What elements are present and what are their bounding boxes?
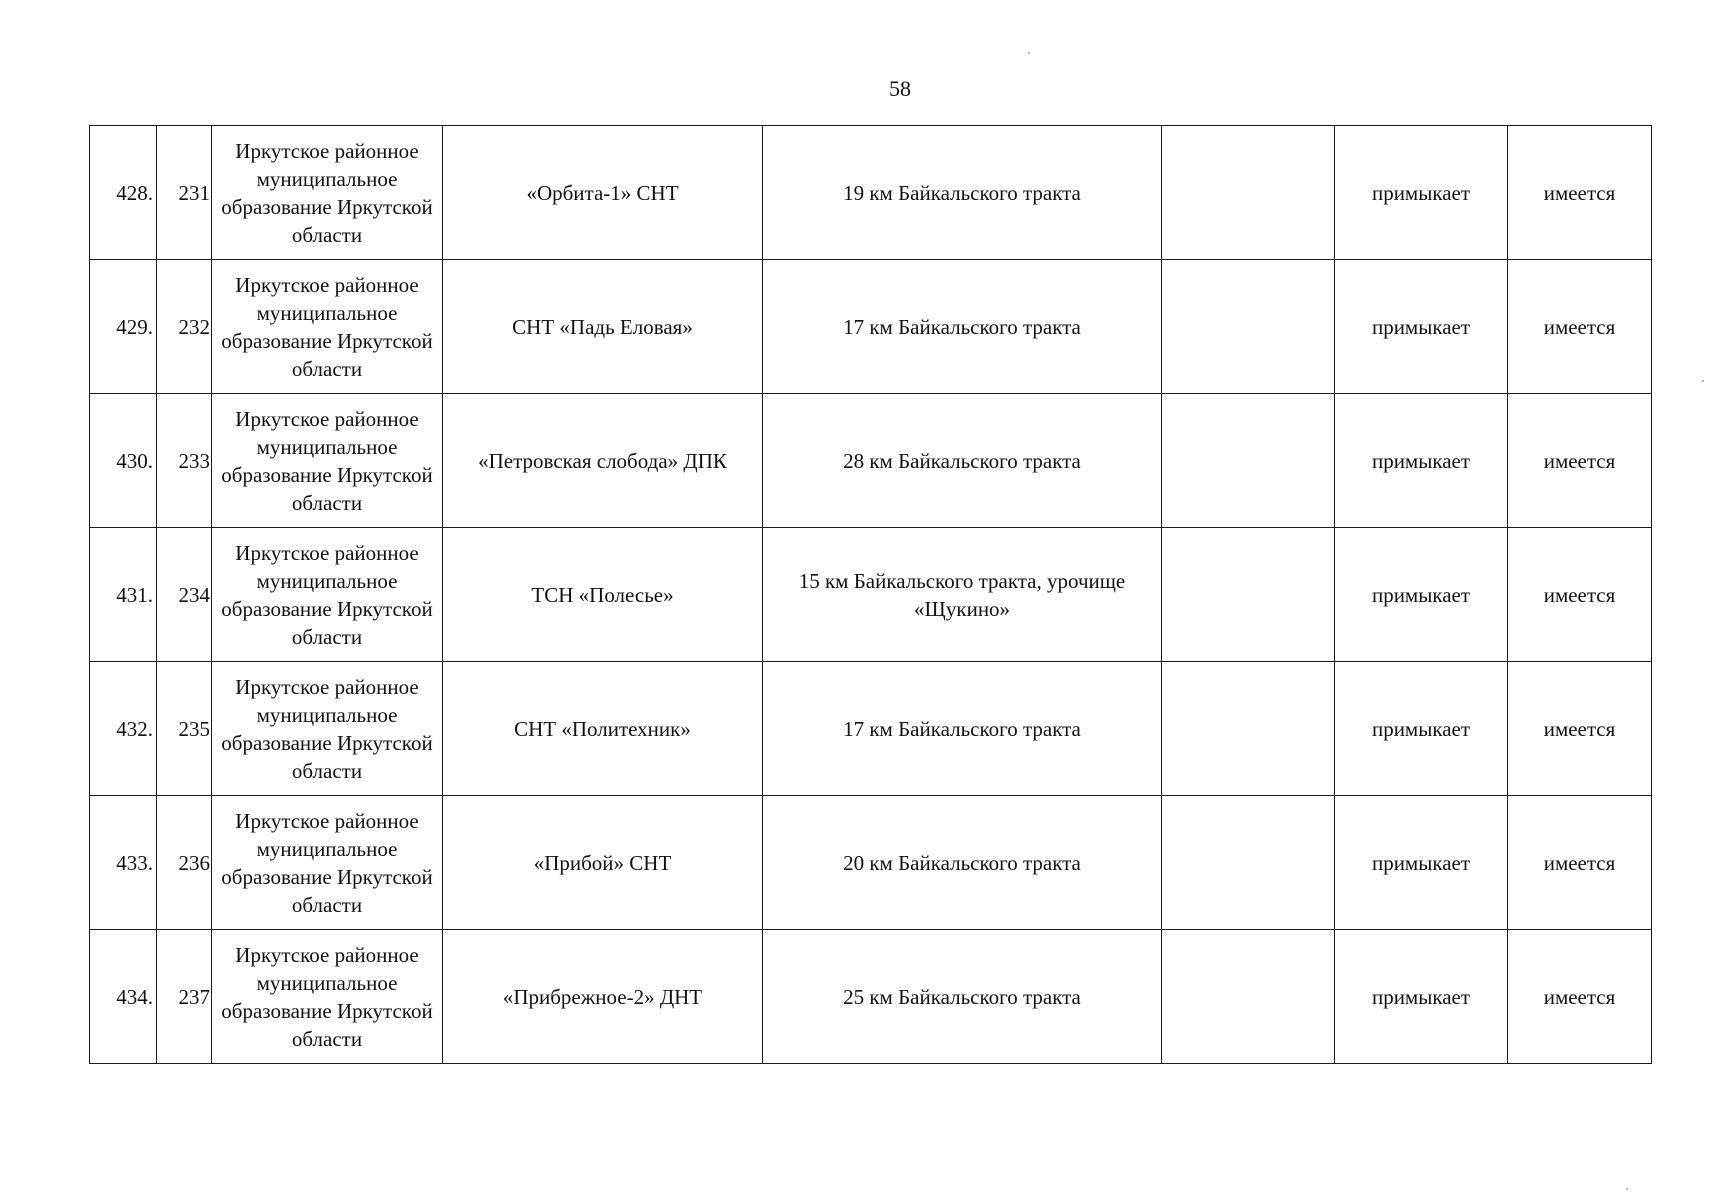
table-row: [90, 260, 1652, 394]
municipality-cell: Иркутское районное муниципальное образование Иркутской области: [212, 528, 443, 662]
empty-cell: [1162, 796, 1335, 930]
row-number: 431.: [90, 528, 157, 662]
row-code: 235: [157, 662, 212, 796]
table-row: [90, 796, 1652, 930]
empty-cell: [1162, 260, 1335, 394]
adjacency-cell: примыкает: [1335, 528, 1508, 662]
municipality-cell: Иркутское районное муниципальное образование Иркутской области: [212, 796, 443, 930]
availability-cell: имеется: [1508, 126, 1652, 260]
adjacency-cell: примыкает: [1335, 260, 1508, 394]
location-cell: 17 км Байкальского тракта: [763, 662, 1162, 796]
location-cell: 25 км Байкальского тракта: [763, 930, 1162, 1064]
settlement-name-cell: «Прибой» СНТ: [443, 796, 763, 930]
scan-speck: [1702, 380, 1704, 382]
settlement-name-cell: «Орбита-1» СНТ: [443, 126, 763, 260]
table-row: [90, 394, 1652, 528]
location-cell: 17 км Байкальского тракта: [763, 260, 1162, 394]
row-code: 233: [157, 394, 212, 528]
row-code: 231: [157, 126, 212, 260]
municipality-cell: Иркутское районное муниципальное образование Иркутской области: [212, 260, 443, 394]
availability-cell: имеется: [1508, 528, 1652, 662]
empty-cell: [1162, 126, 1335, 260]
row-number: 432.: [90, 662, 157, 796]
adjacency-cell: примыкает: [1335, 394, 1508, 528]
settlement-name-cell: «Петровская слобода» ДПК: [443, 394, 763, 528]
location-cell: 15 км Байкальского тракта, урочище «Щукино»: [763, 528, 1162, 662]
availability-cell: имеется: [1508, 394, 1652, 528]
settlement-name-cell: ТСН «Полесье»: [443, 528, 763, 662]
municipality-cell: Иркутское районное муниципальное образование Иркутской области: [212, 126, 443, 260]
row-code: 232: [157, 260, 212, 394]
empty-cell: [1162, 528, 1335, 662]
row-number: 430.: [90, 394, 157, 528]
row-number: 434.: [90, 930, 157, 1064]
availability-cell: имеется: [1508, 662, 1652, 796]
availability-cell: имеется: [1508, 796, 1652, 930]
adjacency-cell: примыкает: [1335, 796, 1508, 930]
settlement-name-cell: «Прибрежное-2» ДНТ: [443, 930, 763, 1064]
empty-cell: [1162, 394, 1335, 528]
empty-cell: [1162, 662, 1335, 796]
page-number: 58: [889, 76, 911, 101]
adjacency-cell: примыкает: [1335, 662, 1508, 796]
municipality-cell: Иркутское районное муниципальное образование Иркутской области: [212, 930, 443, 1064]
table-row: [90, 126, 1652, 260]
empty-cell: [1162, 930, 1335, 1064]
adjacency-cell: примыкает: [1335, 930, 1508, 1064]
table-row: [90, 930, 1652, 1064]
row-number: 433.: [90, 796, 157, 930]
row-number: 429.: [90, 260, 157, 394]
row-code: 237: [157, 930, 212, 1064]
adjacency-cell: примыкает: [1335, 126, 1508, 260]
location-cell: 19 км Байкальского тракта: [763, 126, 1162, 260]
table-row: [90, 528, 1652, 662]
location-cell: 28 км Байкальского тракта: [763, 394, 1162, 528]
settlement-name-cell: СНТ «Политехник»: [443, 662, 763, 796]
table-row: [90, 662, 1652, 796]
availability-cell: имеется: [1508, 260, 1652, 394]
scan-speck: [1626, 1188, 1628, 1190]
row-code: 236: [157, 796, 212, 930]
municipality-cell: Иркутское районное муниципальное образование Иркутской области: [212, 394, 443, 528]
municipality-cell: Иркутское районное муниципальное образование Иркутской области: [212, 662, 443, 796]
location-cell: 20 км Байкальского тракта: [763, 796, 1162, 930]
availability-cell: имеется: [1508, 930, 1652, 1064]
row-code: 234: [157, 528, 212, 662]
scan-speck: [1028, 52, 1030, 54]
settlements-table: [89, 125, 1652, 1064]
row-number: 428.: [90, 126, 157, 260]
settlement-name-cell: СНТ «Падь Еловая»: [443, 260, 763, 394]
